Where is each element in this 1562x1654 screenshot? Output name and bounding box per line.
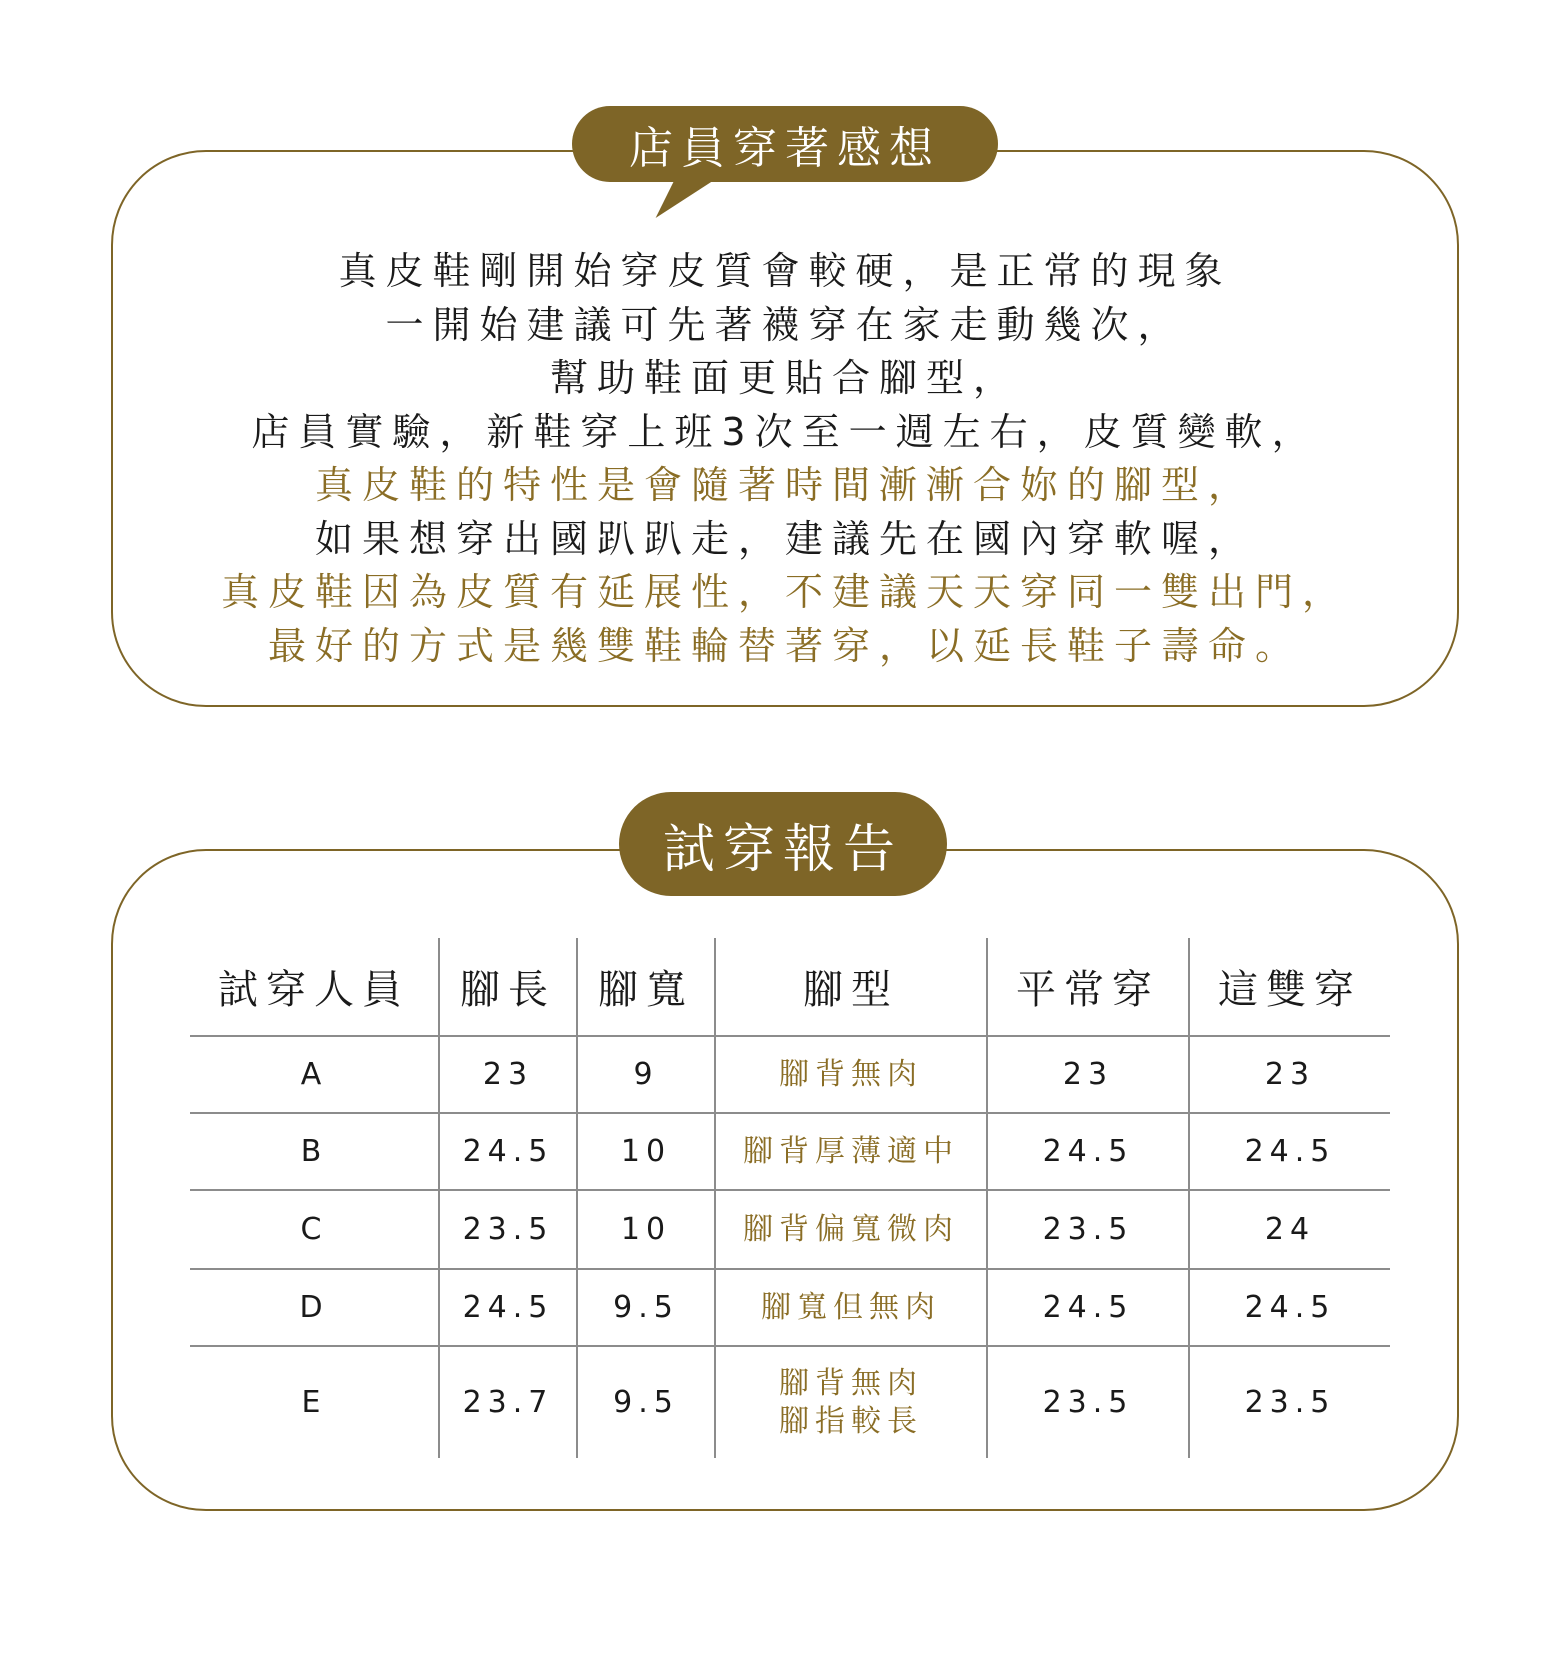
cell-foot-length: 24.5 xyxy=(439,1113,577,1190)
cell-foot-width: 9 xyxy=(577,1036,715,1113)
cell-tester: A xyxy=(190,1036,439,1113)
table-header-row xyxy=(190,938,1390,1036)
cell-foot-length: 23.7 xyxy=(439,1346,577,1458)
cell-foot-length: 24.5 xyxy=(439,1269,577,1346)
cell-this-pair-size: 23 xyxy=(1189,1036,1390,1113)
review-text xyxy=(111,245,1459,673)
cell-this-pair-size: 24.5 xyxy=(1189,1113,1390,1190)
cell-this-pair-size: 24 xyxy=(1189,1190,1390,1269)
cell-this-pair-size: 24.5 xyxy=(1189,1269,1390,1346)
cell-usual-size: 24.5 xyxy=(987,1269,1189,1346)
cell-tester: E xyxy=(190,1346,439,1458)
cell-foot-type xyxy=(715,1190,987,1269)
review-line: 如果想穿出國趴趴走，建議先在國內穿軟喔， xyxy=(314,516,1255,561)
review-line: 真皮鞋剛開始穿皮質會較硬，是正常的現象 xyxy=(338,249,1232,293)
foot-type-text: 腳背無肉 xyxy=(779,1365,923,1401)
header-foot-type: 腳型 xyxy=(715,938,987,1036)
review-title: 店員穿著感想 xyxy=(572,106,998,182)
review-line: 一開始建議可先著襪穿在家走動幾次， xyxy=(385,302,1185,347)
cell-foot-width: 9.5 xyxy=(577,1269,715,1346)
table-row xyxy=(190,1190,1390,1269)
cell-usual-size: 23 xyxy=(987,1036,1189,1113)
review-line: 真皮鞋因為皮質有延展性，不建議天天穿同一雙出門， xyxy=(220,570,1349,614)
cell-tester: B xyxy=(190,1113,439,1190)
header-foot-width: 腳寬 xyxy=(577,938,715,1036)
cell-this-pair-size: 23.5 xyxy=(1189,1346,1390,1458)
foot-type-text: 腳背偏寬微肉 xyxy=(743,1211,959,1247)
cell-foot-width: 10 xyxy=(577,1190,715,1269)
table-row xyxy=(190,1269,1390,1346)
cell-tester: C xyxy=(190,1190,439,1269)
header-tester: 試穿人員 xyxy=(218,967,410,1013)
table-row xyxy=(190,1036,1390,1113)
header-foot-length: 腳長 xyxy=(439,938,577,1036)
cell-foot-width: 10 xyxy=(577,1113,715,1190)
table-row xyxy=(190,1113,1390,1190)
foot-type-text: 腳背無肉 xyxy=(779,1056,923,1092)
cell-foot-type xyxy=(715,1113,987,1190)
review-line: 店員實驗，新鞋穿上班3次至一週左右，皮質變軟， xyxy=(251,409,1319,454)
cell-foot-type xyxy=(715,1036,987,1113)
foot-type-text: 腳寬但無肉 xyxy=(761,1289,941,1325)
cell-foot-length: 23.5 xyxy=(439,1190,577,1269)
foot-type-text: 腳指較長 xyxy=(779,1403,923,1439)
cell-foot-type xyxy=(715,1269,987,1346)
cell-usual-size: 23.5 xyxy=(987,1346,1189,1458)
review-line: 幫助鞋面更貼合腳型， xyxy=(549,356,1020,400)
header-this-pair-size: 這雙穿 xyxy=(1189,938,1390,1036)
cell-foot-length: 23 xyxy=(439,1036,577,1113)
cell-foot-type xyxy=(715,1346,987,1458)
cell-tester: D xyxy=(190,1269,439,1346)
cell-foot-width: 9.5 xyxy=(577,1346,715,1458)
cell-usual-size: 23.5 xyxy=(987,1190,1189,1269)
report-title: 試穿報告 xyxy=(619,792,947,896)
cell-usual-size: 24.5 xyxy=(987,1113,1189,1190)
review-line: 真皮鞋的特性是會隨著時間漸漸合妳的腳型， xyxy=(314,463,1255,507)
header-usual-size: 平常穿 xyxy=(987,938,1189,1036)
table-row xyxy=(190,1346,1390,1458)
fitting-report-table xyxy=(190,938,1390,1458)
review-line: 最好的方式是幾雙鞋輪替著穿，以延長鞋子壽命。 xyxy=(267,623,1302,668)
foot-type-text: 腳背厚薄適中 xyxy=(743,1133,959,1169)
